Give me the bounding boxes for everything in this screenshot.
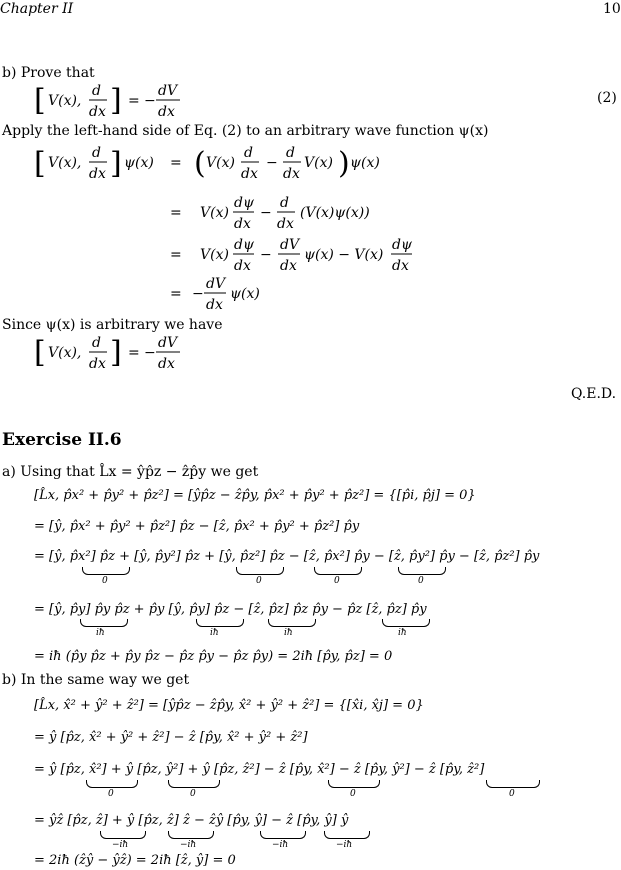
svg-text:d: d [92, 335, 101, 351]
underbrace-label: 0 [108, 789, 114, 799]
result-equation [34, 332, 224, 376]
underbrace [168, 831, 214, 839]
underbrace [100, 831, 146, 839]
svg-text:V(x): V(x) [200, 205, 229, 221]
underbrace [314, 567, 362, 575]
svg-text:ψ(x): ψ(x) [124, 155, 154, 171]
svg-text:dV: dV [158, 335, 178, 351]
underbrace [168, 780, 220, 788]
underbrace [398, 567, 446, 575]
underbrace [236, 567, 284, 575]
part-a-line-4: = [ŷ, p̂y] p̂y p̂z + p̂y [ŷ, p̂y] p̂z − [ẑ, p̂z] p̂z p̂y − p̂z [ẑ, p̂z] p̂y [34, 602, 427, 617]
underbrace-label: −iħ [180, 840, 197, 850]
svg-text:dx: dx [158, 356, 175, 372]
svg-text:−: − [144, 93, 156, 109]
svg-text:d: d [92, 145, 101, 161]
svg-text:−: − [266, 155, 278, 171]
svg-text:=: = [170, 247, 182, 263]
underbrace [86, 780, 138, 788]
svg-text:dx: dx [206, 297, 223, 313]
svg-text:dV: dV [158, 83, 178, 99]
part-b-line-5: = 2iħ (ẑŷ − ŷẑ) = 2iħ [ẑ, ŷ] = 0 [34, 853, 236, 868]
underbrace-label: −iħ [272, 840, 289, 850]
svg-text:=: = [170, 286, 182, 302]
svg-text:V(x): V(x) [200, 247, 229, 263]
part-b-line-1: [L̂x, x̂² + ŷ² + ẑ²] = [ŷp̂z − ẑp̂y, x̂² + ŷ² + ẑ²] = {[x̂i, x̂j] = 0} [34, 698, 424, 713]
part-b-line-3: = ŷ [p̂z, x̂²] + ŷ [p̂z, ŷ²] + ŷ [p̂z, ẑ²] − ẑ [p̂y, x̂²] − ẑ [p̂y, ŷ²] − ẑ [p̂y, ẑ²] [34, 762, 485, 777]
svg-text:dV: dV [206, 276, 226, 292]
underbrace-label: 0 [334, 576, 340, 586]
since-text: Since ψ(x) is arbitrary we have [2, 317, 223, 333]
underbrace-label: iħ [284, 628, 293, 638]
svg-text:V(x),: V(x), [48, 345, 82, 361]
underbrace-label: 0 [190, 789, 196, 799]
underbrace [382, 619, 430, 627]
underbrace-label: 0 [256, 576, 262, 586]
part-a-line-1: [L̂x, p̂x² + p̂y² + p̂z²] = [ŷp̂z − ẑp̂y, p̂x² + p̂y² + p̂z²] = {[p̂i, p̂j] = 0} [34, 488, 476, 503]
underbrace-label: 0 [102, 576, 108, 586]
part-a-line-2: = [ŷ, p̂x² + p̂y² + p̂z²] p̂z − [ẑ, p̂x² + p̂y² + p̂z²] p̂y [34, 519, 360, 534]
underbrace-label: 0 [509, 789, 515, 799]
svg-text:d: d [92, 83, 101, 99]
underbrace-label: −iħ [112, 840, 129, 850]
svg-text:]: ] [110, 146, 122, 181]
svg-text:dψ: dψ [392, 237, 412, 253]
svg-text:dx: dx [234, 216, 251, 232]
qed: Q.E.D. [571, 386, 617, 402]
svg-text:dx: dx [280, 258, 297, 274]
equation-2 [34, 80, 224, 124]
svg-text:−: − [144, 345, 156, 361]
part-a-line-3: = [ŷ, p̂x²] p̂z + [ŷ, p̂y²] p̂z + [ŷ, p̂z²] p̂z − [ẑ, p̂x²] p̂y − [ẑ, p̂y²] p̂y − [ẑ, p̂z²] p̂y [34, 549, 540, 564]
underbrace [80, 619, 128, 627]
svg-text:dx: dx [241, 166, 258, 182]
underbrace-label: iħ [96, 628, 105, 638]
svg-text:V(x),: V(x), [48, 155, 82, 171]
underbrace [82, 567, 130, 575]
svg-text:[: [ [34, 83, 46, 118]
svg-text:=: = [128, 345, 140, 361]
derivation-block [34, 140, 454, 315]
svg-text:−: − [260, 205, 272, 221]
svg-text:=: = [128, 93, 140, 109]
svg-text:d: d [286, 145, 295, 161]
svg-text:d: d [280, 195, 289, 211]
svg-text:dx: dx [234, 258, 251, 274]
underbrace-label: −iħ [336, 840, 353, 850]
svg-text:(: ( [194, 146, 206, 181]
svg-text:=: = [170, 205, 182, 221]
underbrace [268, 619, 316, 627]
underbrace [260, 831, 306, 839]
part-b-line-4: = ŷẑ [p̂z, ẑ] + ŷ [p̂z, ẑ] ẑ − ẑŷ [p̂y, ŷ] − ẑ [p̂y, ŷ] ŷ [34, 813, 349, 828]
svg-text:ψ(x): ψ(x) [350, 155, 380, 171]
underbrace-label: iħ [398, 628, 407, 638]
underbrace-label: 0 [418, 576, 424, 586]
svg-text:ψ(x) − V(x): ψ(x) − V(x) [304, 247, 384, 263]
equation-number: (2) [597, 90, 617, 106]
svg-text:ψ(x): ψ(x) [230, 286, 260, 302]
svg-text:d: d [244, 145, 253, 161]
svg-text:−: − [260, 247, 272, 263]
svg-text:(V(x)ψ(x)): (V(x)ψ(x)) [300, 205, 370, 221]
svg-text:−: − [192, 286, 204, 302]
underbrace [324, 831, 370, 839]
part-b-line-2: = ŷ [p̂z, x̂² + ŷ² + ẑ²] − ẑ [p̂y, x̂² + ŷ² + ẑ²] [34, 730, 308, 745]
svg-text:]: ] [110, 335, 122, 370]
svg-text:dx: dx [277, 216, 294, 232]
svg-text:dx: dx [158, 104, 175, 120]
svg-text:dx: dx [392, 258, 409, 274]
part-b-intro: b) In the same way we get [2, 672, 190, 688]
part-a-intro: a) Using that L̂x = ŷp̂z − ẑp̂y we get [2, 464, 259, 480]
svg-text:dψ: dψ [234, 195, 254, 211]
underbrace [486, 780, 540, 788]
page-number: 10 [603, 1, 621, 17]
exercise-title: Exercise II.6 [2, 430, 122, 450]
underbrace-label: iħ [210, 628, 219, 638]
prove-intro: b) Prove that [2, 65, 95, 81]
svg-text:dV: dV [280, 237, 300, 253]
svg-text:[: [ [34, 146, 46, 181]
underbrace [196, 619, 244, 627]
svg-text:): ) [338, 146, 350, 181]
svg-text:V(x): V(x) [304, 155, 333, 171]
apply-text: Apply the left-hand side of Eq. (2) to an arbitrary wave function ψ(x) [2, 123, 489, 139]
svg-text:V(x),: V(x), [48, 93, 82, 109]
svg-text:dx: dx [89, 356, 106, 372]
svg-text:[: [ [34, 335, 46, 370]
svg-text:dx: dx [89, 104, 106, 120]
chapter-header: Chapter II [0, 1, 74, 17]
underbrace-label: 0 [350, 789, 356, 799]
underbrace [328, 780, 380, 788]
svg-text:=: = [170, 155, 182, 171]
svg-text:dψ: dψ [234, 237, 254, 253]
part-a-line-5: = iħ (p̂y p̂z + p̂y p̂z − p̂z p̂y − p̂z p̂y) = 2iħ [p̂y, p̂z] = 0 [34, 649, 393, 664]
svg-text:dx: dx [283, 166, 300, 182]
svg-text:]: ] [110, 83, 122, 118]
svg-text:dx: dx [89, 166, 106, 182]
svg-text:V(x): V(x) [206, 155, 235, 171]
